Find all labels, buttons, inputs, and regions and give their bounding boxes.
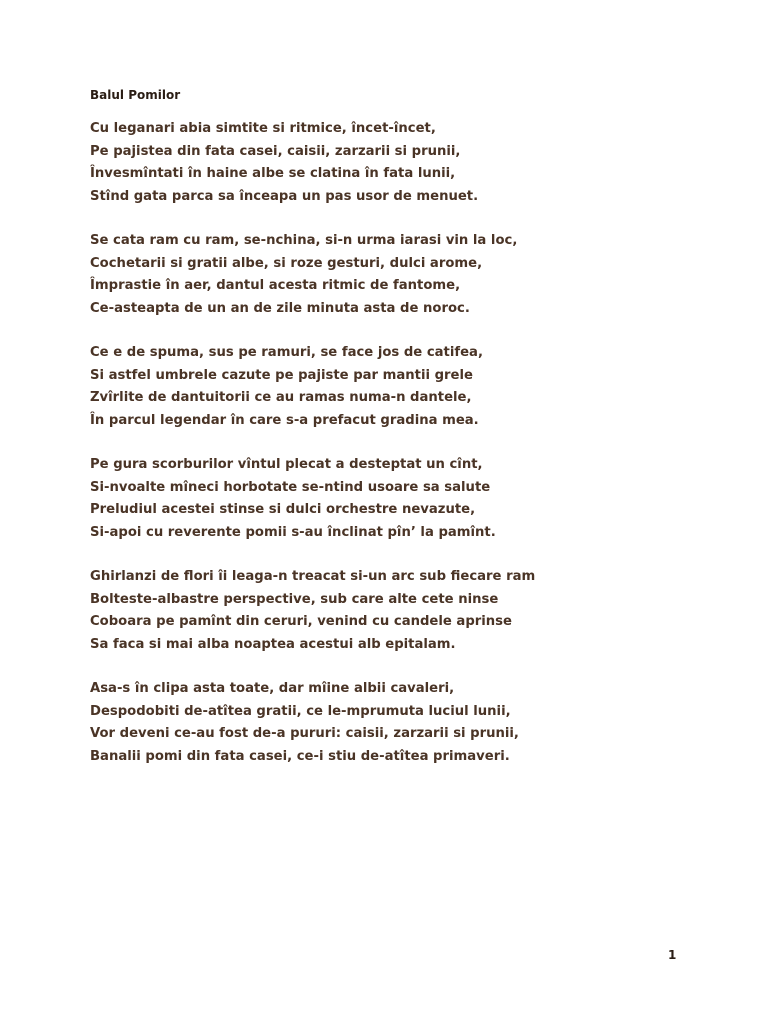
- stanza-4: [90, 454, 710, 544]
- poem-line: Ghirlanzi de flori îi leaga-n treacat si-un arc sub fiecare ram: [90, 569, 536, 584]
- poem-line: Vor deveni ce-au fost de-a pururi: caisii, zarzarii si prunii,: [90, 726, 519, 741]
- stanza-3: [90, 342, 710, 432]
- poem-line: Banalii pomi din fata casei, ce-i stiu de-atîtea primaveri.: [90, 748, 510, 764]
- poem-line: Stînd gata parca sa înceapa un pas usor de menuet.: [90, 188, 479, 204]
- poem-line: Pe gura scorburilor vîntul plecat a desteptat un cînt,: [90, 457, 483, 472]
- poem-line: Cochetarii si gratii albe, si roze gesturi, dulci arome,: [90, 255, 483, 271]
- poem-line: Si astfel umbrele cazute pe pajiste par mantii grele: [90, 367, 473, 383]
- poem-line: Preludiul acestei stinse si dulci orchestre nevazute,: [90, 502, 476, 517]
- poem-line: Si-apoi cu reverente pomii s-au înclinat pîn’ la pamînt.: [90, 524, 496, 540]
- poem-line: Cu leganari abia simtite si ritmice, încet-încet,: [90, 121, 436, 136]
- poem-line: În parcul legendar în care s-a prefacut gradina mea.: [90, 412, 479, 428]
- poem-line: Bolteste-albastre perspective, sub care alte cete ninse: [90, 591, 499, 607]
- poem-line: Ce-asteapta de un an de zile minuta asta de noroc.: [90, 300, 470, 316]
- poem-line: Se cata ram cu ram, se-nchina, si-n urma iarasi vin la loc,: [90, 233, 518, 248]
- poem-line: Ce e de spuma, sus pe ramuri, se face jos de catifea,: [90, 345, 483, 360]
- poem-line: Învesmîntati în haine albe se clatina în fata lunii,: [90, 166, 456, 181]
- page-number: 1: [668, 948, 677, 962]
- poem-line: Asa-s în clipa asta toate, dar mîine albii cavaleri,: [90, 681, 455, 696]
- poem-line: Si-nvoalte mîneci horbotate se-ntind usoare sa salute: [90, 479, 491, 495]
- stanza-5: [90, 566, 710, 656]
- poem-line: Sa faca si mai alba noaptea acestui alb epitalam.: [90, 636, 456, 652]
- poem-line: Coboara pe pamînt din ceruri, venind cu candele aprinse: [90, 614, 512, 629]
- poem-line: Despodobiti de-atîtea gratii, ce le-mprumuta luciul lunii,: [90, 703, 511, 719]
- poem-line: Împrastie în aer, dantul acesta ritmic de fantome,: [90, 278, 461, 293]
- stanza-1: [90, 118, 710, 208]
- poem-line: Zvîrlite de dantuitorii ce au ramas numa-n dantele,: [90, 390, 472, 405]
- poem-body: [90, 118, 710, 790]
- poem-title: Balul Pomilor: [90, 88, 181, 102]
- stanza-6: [90, 678, 710, 768]
- stanza-2: [90, 230, 710, 320]
- poem-line: Pe pajistea din fata casei, caisii, zarzarii si prunii,: [90, 143, 461, 159]
